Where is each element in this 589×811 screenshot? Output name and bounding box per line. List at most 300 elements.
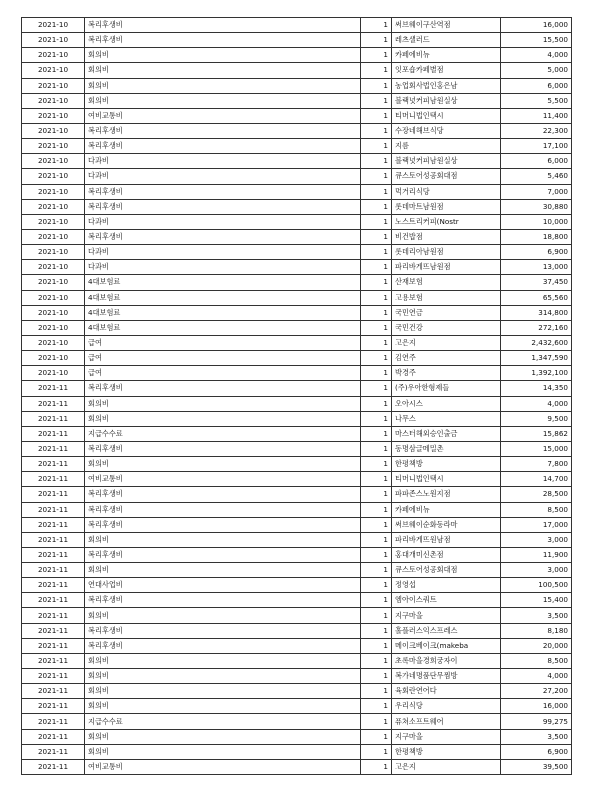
- row-date: 2021-11: [22, 729, 85, 744]
- row-date: 2021-10: [22, 305, 85, 320]
- table-row: [22, 169, 572, 184]
- table-row: [22, 214, 572, 229]
- row-amount: 15,000: [501, 441, 572, 456]
- table-row: [22, 260, 572, 275]
- row-amount: 3,500: [501, 608, 572, 623]
- row-account: 여비교통비: [85, 108, 361, 123]
- ledger-table: [21, 17, 572, 775]
- row-count: 1: [361, 154, 392, 169]
- row-amount: 4,000: [501, 669, 572, 684]
- row-account: 회의비: [85, 744, 361, 759]
- row-account: 복리후생비: [85, 123, 361, 138]
- row-amount: 14,350: [501, 381, 572, 396]
- row-count: 1: [361, 335, 392, 350]
- row-date: 2021-11: [22, 472, 85, 487]
- table-row: [22, 714, 572, 729]
- row-account: 급여: [85, 351, 361, 366]
- row-description: 고은지: [392, 335, 501, 350]
- table-row: [22, 184, 572, 199]
- row-date: 2021-10: [22, 229, 85, 244]
- row-amount: 272,160: [501, 320, 572, 335]
- row-account: 회의비: [85, 653, 361, 668]
- row-date: 2021-11: [22, 411, 85, 426]
- row-count: 1: [361, 123, 392, 138]
- row-count: 1: [361, 684, 392, 699]
- row-amount: 6,000: [501, 78, 572, 93]
- row-account: 4대보험료: [85, 290, 361, 305]
- row-description: 먹거리식당: [392, 184, 501, 199]
- row-account: 복리후생비: [85, 517, 361, 532]
- row-description: 롯데리아남원점: [392, 245, 501, 260]
- row-description: 노스트리커피(Nostr: [392, 214, 501, 229]
- row-count: 1: [361, 108, 392, 123]
- row-count: 1: [361, 199, 392, 214]
- row-date: 2021-11: [22, 457, 85, 472]
- row-amount: 10,000: [501, 214, 572, 229]
- row-date: 2021-10: [22, 335, 85, 350]
- row-amount: 1,392,100: [501, 366, 572, 381]
- row-date: 2021-11: [22, 381, 85, 396]
- table-row: [22, 290, 572, 305]
- row-count: 1: [361, 517, 392, 532]
- table-row: [22, 275, 572, 290]
- row-date: 2021-11: [22, 547, 85, 562]
- table-row: [22, 578, 572, 593]
- row-amount: 3,500: [501, 729, 572, 744]
- row-description: 초록마을경희궁자이: [392, 653, 501, 668]
- row-description: 홀플러스익스프레스: [392, 623, 501, 638]
- row-account: 연대사업비: [85, 578, 361, 593]
- row-description: 써브웨이순화동라마: [392, 517, 501, 532]
- row-amount: 22,300: [501, 123, 572, 138]
- row-description: 파파존스노원지점: [392, 487, 501, 502]
- row-date: 2021-11: [22, 759, 85, 774]
- row-amount: 27,200: [501, 684, 572, 699]
- table-row: [22, 684, 572, 699]
- row-amount: 16,000: [501, 699, 572, 714]
- table-row: [22, 563, 572, 578]
- row-count: 1: [361, 608, 392, 623]
- row-date: 2021-10: [22, 93, 85, 108]
- row-date: 2021-11: [22, 517, 85, 532]
- row-date: 2021-10: [22, 351, 85, 366]
- row-account: 복리후생비: [85, 623, 361, 638]
- row-account: 회의비: [85, 63, 361, 78]
- table-row: [22, 320, 572, 335]
- row-amount: 15,500: [501, 33, 572, 48]
- table-row: [22, 669, 572, 684]
- row-description: 카페에비뉴: [392, 48, 501, 63]
- row-account: 복리후생비: [85, 33, 361, 48]
- table-row: [22, 441, 572, 456]
- row-date: 2021-10: [22, 290, 85, 305]
- row-description: 카페에비뉴: [392, 502, 501, 517]
- row-description: 한평책방: [392, 744, 501, 759]
- row-date: 2021-10: [22, 78, 85, 93]
- row-date: 2021-11: [22, 638, 85, 653]
- row-count: 1: [361, 487, 392, 502]
- row-count: 1: [361, 290, 392, 305]
- table-row: [22, 154, 572, 169]
- row-amount: 6,000: [501, 154, 572, 169]
- row-date: 2021-10: [22, 123, 85, 138]
- row-account: 회의비: [85, 684, 361, 699]
- table-row: [22, 108, 572, 123]
- row-amount: 4,000: [501, 48, 572, 63]
- row-account: 복리후생비: [85, 638, 361, 653]
- row-account: 복리후생비: [85, 229, 361, 244]
- row-count: 1: [361, 502, 392, 517]
- row-count: 1: [361, 593, 392, 608]
- row-count: 1: [361, 532, 392, 547]
- row-count: 1: [361, 563, 392, 578]
- row-account: 급여: [85, 335, 361, 350]
- row-amount: 5,500: [501, 93, 572, 108]
- row-amount: 14,700: [501, 472, 572, 487]
- row-description: 마스터해외승인출금: [392, 426, 501, 441]
- row-date: 2021-10: [22, 139, 85, 154]
- row-amount: 7,000: [501, 184, 572, 199]
- row-account: 복리후생비: [85, 199, 361, 214]
- row-amount: 5,460: [501, 169, 572, 184]
- row-date: 2021-10: [22, 108, 85, 123]
- row-amount: 8,500: [501, 653, 572, 668]
- row-description: 수장네해브식당: [392, 123, 501, 138]
- row-amount: 4,000: [501, 396, 572, 411]
- row-date: 2021-10: [22, 33, 85, 48]
- row-date: 2021-10: [22, 199, 85, 214]
- row-description: (주)우아한형제들: [392, 381, 501, 396]
- row-count: 1: [361, 381, 392, 396]
- row-date: 2021-10: [22, 48, 85, 63]
- row-count: 1: [361, 744, 392, 759]
- row-date: 2021-10: [22, 169, 85, 184]
- row-description: 큐스토어성공회대점: [392, 169, 501, 184]
- row-count: 1: [361, 578, 392, 593]
- row-count: 1: [361, 63, 392, 78]
- row-count: 1: [361, 729, 392, 744]
- row-description: 지구마을: [392, 608, 501, 623]
- row-account: 다과비: [85, 169, 361, 184]
- row-date: 2021-11: [22, 669, 85, 684]
- row-amount: 39,500: [501, 759, 572, 774]
- row-description: 파리바게뜨원남점: [392, 532, 501, 547]
- row-amount: 16,000: [501, 18, 572, 33]
- table-row: [22, 48, 572, 63]
- row-description: 큐스토어성공회대점: [392, 563, 501, 578]
- row-account: 복리후생비: [85, 487, 361, 502]
- row-count: 1: [361, 48, 392, 63]
- row-description: 블랙넛커피남원실상: [392, 93, 501, 108]
- row-count: 1: [361, 184, 392, 199]
- row-count: 1: [361, 18, 392, 33]
- table-row: [22, 199, 572, 214]
- row-date: 2021-10: [22, 320, 85, 335]
- row-amount: 7,800: [501, 457, 572, 472]
- row-account: 지급수수료: [85, 426, 361, 441]
- row-amount: 100,500: [501, 578, 572, 593]
- row-description: 메이크베이크(makeba: [392, 638, 501, 653]
- row-amount: 17,000: [501, 517, 572, 532]
- table-row: [22, 18, 572, 33]
- table-row: [22, 335, 572, 350]
- row-amount: 2,432,600: [501, 335, 572, 350]
- row-account: 회의비: [85, 532, 361, 547]
- row-account: 복리후생비: [85, 441, 361, 456]
- row-count: 1: [361, 214, 392, 229]
- row-description: 동명삼글메밀촌: [392, 441, 501, 456]
- row-amount: 28,500: [501, 487, 572, 502]
- row-account: 다과비: [85, 260, 361, 275]
- row-account: 회의비: [85, 411, 361, 426]
- row-amount: 11,900: [501, 547, 572, 562]
- row-date: 2021-11: [22, 744, 85, 759]
- row-description: 복가네명품단무찜방: [392, 669, 501, 684]
- row-account: 복리후생비: [85, 547, 361, 562]
- row-date: 2021-11: [22, 608, 85, 623]
- row-description: 농업회사법인홍은남: [392, 78, 501, 93]
- table-row: [22, 532, 572, 547]
- row-count: 1: [361, 275, 392, 290]
- row-account: 회의비: [85, 48, 361, 63]
- row-count: 1: [361, 229, 392, 244]
- row-date: 2021-10: [22, 260, 85, 275]
- table-row: [22, 33, 572, 48]
- row-date: 2021-10: [22, 18, 85, 33]
- table-row: [22, 366, 572, 381]
- row-date: 2021-11: [22, 502, 85, 517]
- row-account: 지급수수료: [85, 714, 361, 729]
- row-amount: 30,880: [501, 199, 572, 214]
- row-account: 회의비: [85, 457, 361, 472]
- row-amount: 9,500: [501, 411, 572, 426]
- row-date: 2021-10: [22, 366, 85, 381]
- row-description: 퓨쳐소프트웨어: [392, 714, 501, 729]
- row-date: 2021-11: [22, 684, 85, 699]
- row-description: 레츠샐러드: [392, 33, 501, 48]
- row-count: 1: [361, 714, 392, 729]
- row-account: 여비교통비: [85, 759, 361, 774]
- row-account: 회의비: [85, 93, 361, 108]
- row-count: 1: [361, 426, 392, 441]
- row-count: 1: [361, 547, 392, 562]
- row-account: 복리후생비: [85, 18, 361, 33]
- row-amount: 20,000: [501, 638, 572, 653]
- table-row: [22, 487, 572, 502]
- row-date: 2021-11: [22, 563, 85, 578]
- row-account: 회의비: [85, 396, 361, 411]
- row-account: 여비교통비: [85, 472, 361, 487]
- row-amount: 5,000: [501, 63, 572, 78]
- table-row: [22, 78, 572, 93]
- row-amount: 3,000: [501, 532, 572, 547]
- row-count: 1: [361, 441, 392, 456]
- row-description: 홍대개미신촌점: [392, 547, 501, 562]
- row-amount: 3,000: [501, 563, 572, 578]
- row-account: 복리후생비: [85, 502, 361, 517]
- row-account: 회의비: [85, 669, 361, 684]
- row-count: 1: [361, 305, 392, 320]
- row-description: 파리바게뜨남원점: [392, 260, 501, 275]
- row-count: 1: [361, 260, 392, 275]
- table-row: [22, 396, 572, 411]
- row-date: 2021-11: [22, 653, 85, 668]
- row-count: 1: [361, 623, 392, 638]
- row-description: 티머니법인택시: [392, 108, 501, 123]
- row-description: 오아시스: [392, 396, 501, 411]
- ledger-body: [22, 18, 572, 775]
- row-description: 롯데마트남원점: [392, 199, 501, 214]
- row-date: 2021-11: [22, 699, 85, 714]
- table-row: [22, 245, 572, 260]
- row-description: 우리식당: [392, 699, 501, 714]
- table-row: [22, 608, 572, 623]
- row-description: 써브웨이구산역점: [392, 18, 501, 33]
- table-row: [22, 623, 572, 638]
- row-date: 2021-11: [22, 593, 85, 608]
- row-account: 회의비: [85, 729, 361, 744]
- row-count: 1: [361, 396, 392, 411]
- table-row: [22, 426, 572, 441]
- row-description: 지름: [392, 139, 501, 154]
- row-description: 육회란연어다: [392, 684, 501, 699]
- table-row: [22, 472, 572, 487]
- table-row: [22, 653, 572, 668]
- row-date: 2021-10: [22, 275, 85, 290]
- row-description: 박경주: [392, 366, 501, 381]
- table-row: [22, 744, 572, 759]
- table-row: [22, 457, 572, 472]
- row-count: 1: [361, 366, 392, 381]
- row-count: 1: [361, 169, 392, 184]
- row-amount: 15,862: [501, 426, 572, 441]
- row-description: 비건밥점: [392, 229, 501, 244]
- row-amount: 18,800: [501, 229, 572, 244]
- table-row: [22, 139, 572, 154]
- row-count: 1: [361, 638, 392, 653]
- row-account: 다과비: [85, 154, 361, 169]
- row-description: 국민건강: [392, 320, 501, 335]
- table-row: [22, 699, 572, 714]
- table-row: [22, 305, 572, 320]
- row-count: 1: [361, 699, 392, 714]
- row-count: 1: [361, 653, 392, 668]
- row-description: 지구마을: [392, 729, 501, 744]
- row-amount: 314,800: [501, 305, 572, 320]
- row-amount: 6,900: [501, 245, 572, 260]
- row-date: 2021-10: [22, 184, 85, 199]
- table-row: [22, 547, 572, 562]
- table-row: [22, 123, 572, 138]
- row-account: 복리후생비: [85, 139, 361, 154]
- row-description: 잇포숍카페별점: [392, 63, 501, 78]
- row-account: 회의비: [85, 608, 361, 623]
- table-row: [22, 517, 572, 532]
- row-amount: 65,560: [501, 290, 572, 305]
- row-date: 2021-11: [22, 532, 85, 547]
- row-amount: 99,275: [501, 714, 572, 729]
- table-row: [22, 411, 572, 426]
- row-amount: 6,900: [501, 744, 572, 759]
- table-row: [22, 502, 572, 517]
- row-count: 1: [361, 93, 392, 108]
- table-row: [22, 638, 572, 653]
- table-row: [22, 729, 572, 744]
- row-amount: 13,000: [501, 260, 572, 275]
- row-date: 2021-10: [22, 63, 85, 78]
- row-amount: 11,400: [501, 108, 572, 123]
- table-row: [22, 351, 572, 366]
- table-row: [22, 593, 572, 608]
- table-row: [22, 759, 572, 774]
- row-account: 급여: [85, 366, 361, 381]
- row-account: 복리후생비: [85, 184, 361, 199]
- row-description: 정영섭: [392, 578, 501, 593]
- row-description: 국민연금: [392, 305, 501, 320]
- row-date: 2021-11: [22, 578, 85, 593]
- row-account: 복리후생비: [85, 381, 361, 396]
- row-count: 1: [361, 320, 392, 335]
- table-row: [22, 63, 572, 78]
- row-description: 고용보험: [392, 290, 501, 305]
- row-count: 1: [361, 33, 392, 48]
- row-account: 4대보험료: [85, 305, 361, 320]
- row-description: 김연주: [392, 351, 501, 366]
- row-description: 티머니법인택시: [392, 472, 501, 487]
- row-account: 다과비: [85, 245, 361, 260]
- row-description: 엠아이스쿼트: [392, 593, 501, 608]
- row-date: 2021-10: [22, 214, 85, 229]
- row-amount: 17,100: [501, 139, 572, 154]
- row-description: 한평책방: [392, 457, 501, 472]
- row-date: 2021-11: [22, 623, 85, 638]
- row-date: 2021-11: [22, 714, 85, 729]
- row-account: 4대보험료: [85, 275, 361, 290]
- row-count: 1: [361, 245, 392, 260]
- row-count: 1: [361, 351, 392, 366]
- row-count: 1: [361, 472, 392, 487]
- table-row: [22, 93, 572, 108]
- row-description: 고은지: [392, 759, 501, 774]
- row-date: 2021-10: [22, 245, 85, 260]
- row-account: 복리후생비: [85, 593, 361, 608]
- row-date: 2021-11: [22, 426, 85, 441]
- table-row: [22, 381, 572, 396]
- row-amount: 15,400: [501, 593, 572, 608]
- table-row: [22, 229, 572, 244]
- row-description: 나무스: [392, 411, 501, 426]
- row-account: 회의비: [85, 78, 361, 93]
- row-amount: 1,347,590: [501, 351, 572, 366]
- row-count: 1: [361, 759, 392, 774]
- row-count: 1: [361, 457, 392, 472]
- row-amount: 8,180: [501, 623, 572, 638]
- row-count: 1: [361, 411, 392, 426]
- row-account: 4대보험료: [85, 320, 361, 335]
- row-amount: 8,500: [501, 502, 572, 517]
- row-count: 1: [361, 78, 392, 93]
- row-count: 1: [361, 139, 392, 154]
- row-description: 산재보험: [392, 275, 501, 290]
- row-account: 다과비: [85, 214, 361, 229]
- row-account: 회의비: [85, 563, 361, 578]
- row-date: 2021-10: [22, 154, 85, 169]
- row-description: 블랙넛커피남원실상: [392, 154, 501, 169]
- row-account: 회의비: [85, 699, 361, 714]
- row-amount: 37,450: [501, 275, 572, 290]
- row-date: 2021-11: [22, 396, 85, 411]
- row-date: 2021-11: [22, 487, 85, 502]
